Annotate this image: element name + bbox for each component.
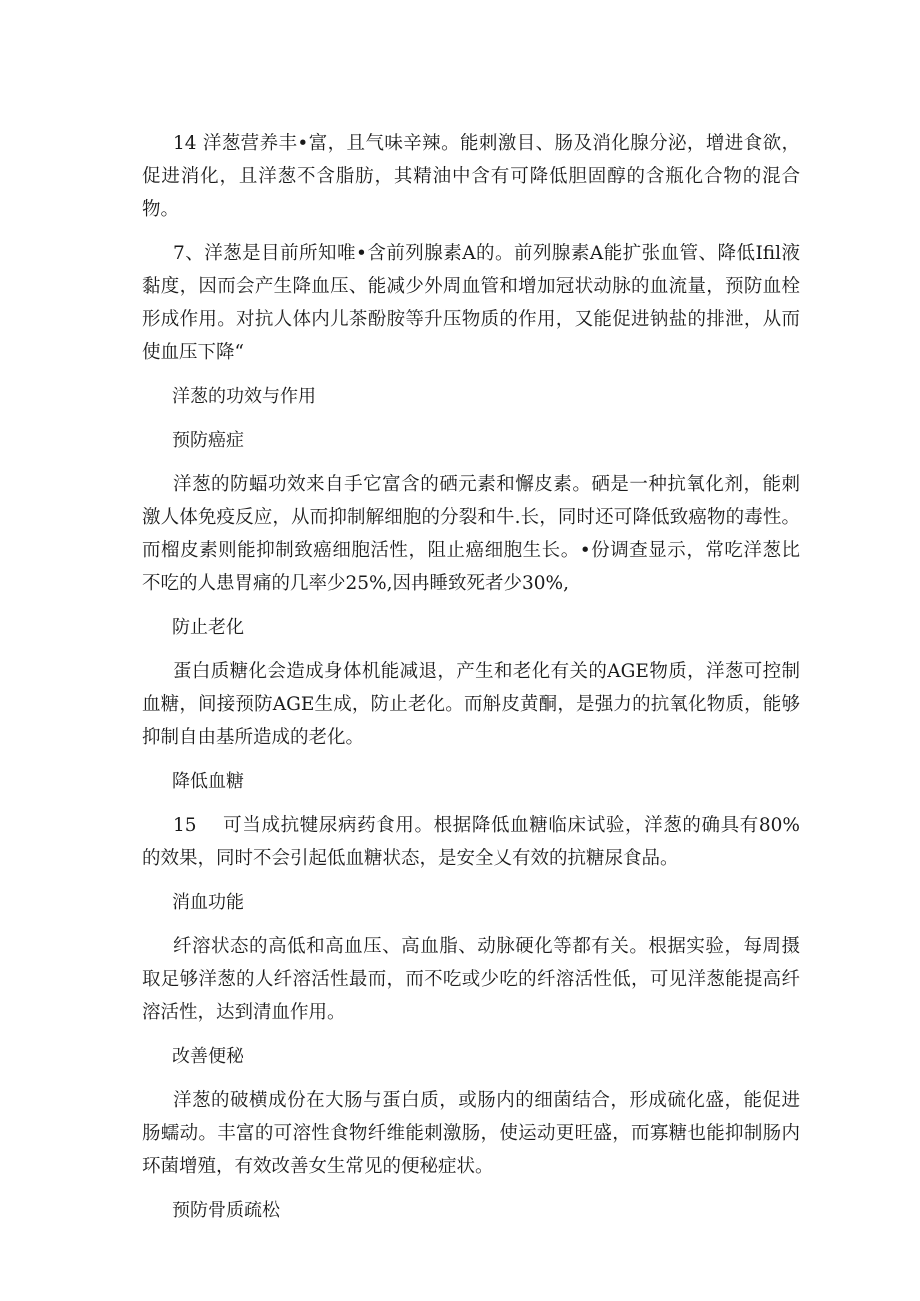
section-heading-aging: 防止老化 bbox=[172, 617, 244, 638]
paragraph-nutrition: 14 洋葱营养丰•富，且气味辛辣。能刺激目、肠及消化腺分泌，增进食欲，促进消化，且洋葱不含脂肪，其精油中含有可降低胆固醇的含瓶化合物的混合物。 bbox=[142, 133, 800, 220]
paragraph-constipation: 洋葱的破横成份在大肠与蛋白质，或肠内的细菌结合，形成硫化盛，能促进肠蠕动。丰富的可溶性食物纤维能刺激肠，使运动更旺盛，而寡糖也能抑制肠内环菌增殖，有效改善女生常见的便秘症状。 bbox=[142, 1090, 800, 1177]
paragraph-number: 15 bbox=[173, 815, 197, 836]
paragraph-cancer: 洋葱的防蝠功效来自手它富含的硒元素和懈皮素。硒是一种抗氧化剂，能刺激人体免疫反应，从而抑制解细胞的分裂和牛.长，同时还可降低致癌物的毒性。而榴皮素则能抑制致癌细胞活性，阻止癌细胞生长。•份调查显示，常吃洋葱比不吃的人患胃痛的几率少25%,因冉睡致死者少30%, bbox=[142, 474, 800, 594]
section-heading-constipation: 改善便秘 bbox=[172, 1046, 244, 1067]
section-heading-cancer: 预防癌症 bbox=[172, 430, 244, 451]
section-heading-blood-sugar: 降低血糖 bbox=[172, 771, 244, 792]
paragraph-prostaglandin: 7、洋葱是目前所知唯•含前列腺素A的。前列腺素A能扩张血管、降低Ifil液黏度，因而会产生降血压、能减少外周血管和增加冠状动脉的血流量，预防血栓形成作用。对抗人体内儿茶酚胺等升压物质的作用，又能促进钠盐的排泄，从而使血压下降“ bbox=[142, 243, 800, 363]
section-heading-osteoporosis: 预防骨质疏松 bbox=[172, 1200, 280, 1221]
paragraph-blood-sugar bbox=[142, 809, 800, 875]
paragraph-aging: 蛋白质糖化会造成身体机能减退，产生和老化有关的AGE物质，洋葱可控制血糖，间接预防AGE生成，防止老化。而斛皮黄酮，是强力的抗氧化物质，能够抑制自由基所造成的老化。 bbox=[142, 661, 800, 748]
paragraph-blood-sugar-text: 可当成抗犍尿病药食用。根据降低血糖临床试验，洋葱的确具有80%的效果，同时不会引起低血糖状态，是安全乂有效的抗糖尿食品。 bbox=[142, 815, 800, 869]
paragraph-blood-clearing: 纤溶状态的高低和高血压、高血脂、动脉硬化等都有关。根据实验，每周摄取足够洋葱的人纤溶活性最而，而不吃或少吃的纤溶活性低，可见洋葱能提高纤溶活性，达到清血作用。 bbox=[142, 936, 800, 1023]
section-heading-effects: 洋葱的功效与作用 bbox=[172, 386, 316, 407]
section-heading-blood-clearing: 消血功能 bbox=[172, 892, 244, 913]
